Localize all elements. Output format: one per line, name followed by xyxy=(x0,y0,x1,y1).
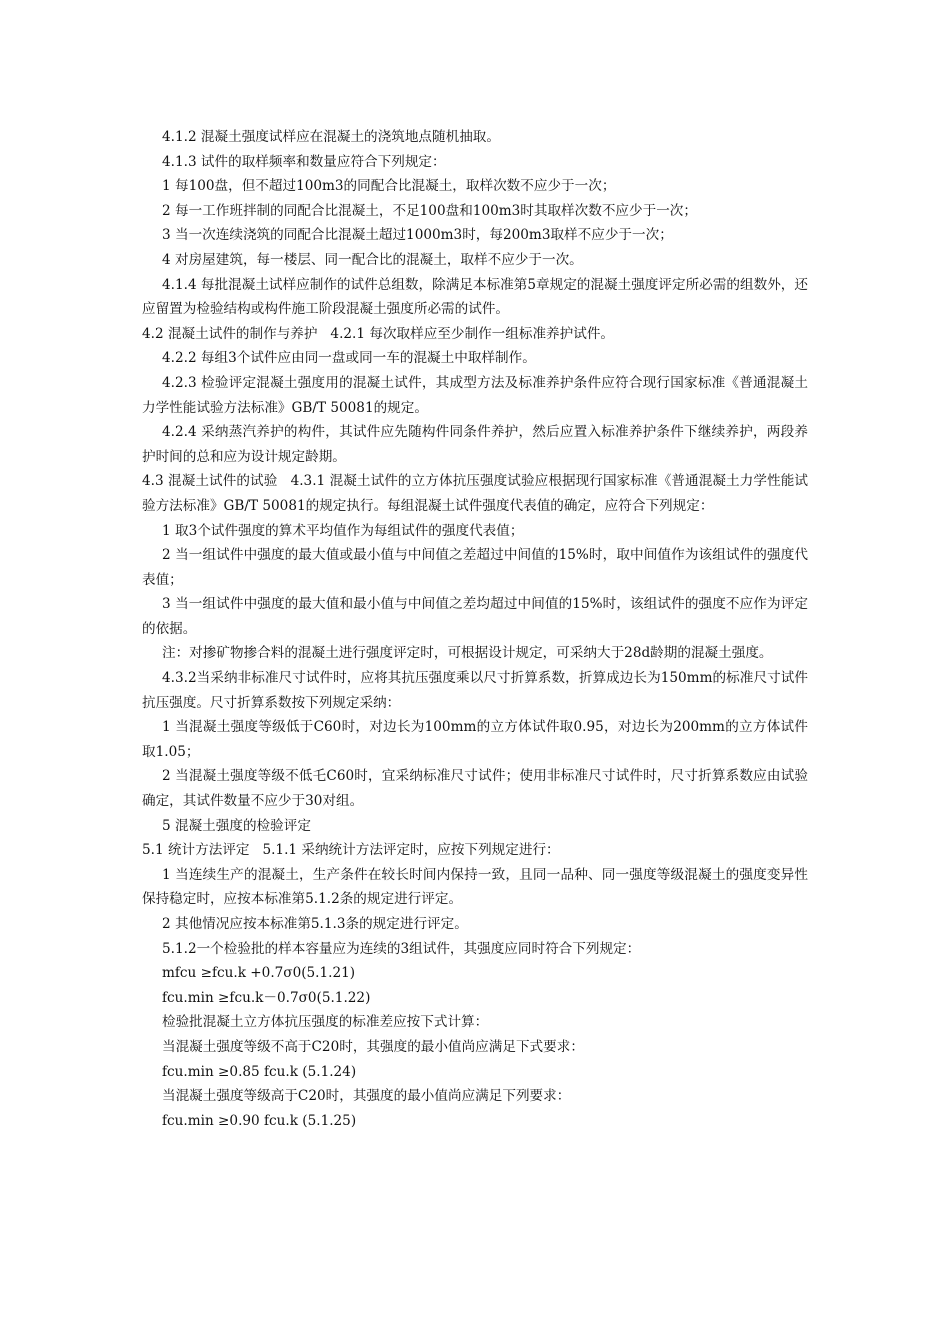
list-item: 1 每100盘，但不超过100m3的同配合比混凝土，取样次数不应少于一次； xyxy=(162,178,616,195)
list-item: 2 当混凝土强度等级不低乇C60时，宜采纳标准尺寸试件；使用非标准尺寸试件时，尺寸折算系数应由试验确定，其试件数量不应少于30对组。 xyxy=(142,768,808,810)
list-item: 1 当混凝土强度等级低于C60时，对边长为100mm的立方体试件取0.95，对边长为200mm的立方体试件取1.05； xyxy=(142,719,808,760)
paragraph: 4.2.4 采纳蒸汽养护的构件，其试件应先随构件同条件养护，然后应置入标准养护条件下继续养护，两段养护时间的总和应为设计规定龄期。 xyxy=(142,424,808,465)
paragraph: 当混凝土强度等级不高于C20时，其强度的最小值尚应满足下式要求： xyxy=(162,1038,584,1055)
paragraph: 4.1.4 每批混凝土试样应制作的试件总组数，除满足本标准第5章规定的混凝土强度评定所必需的组数外，还应留置为检验结构或构件施工阶段混凝土强度所必需的试件。 xyxy=(142,276,808,318)
list-item: 1 取3个试件强度的算术平均值作为每组试件的强度代表值； xyxy=(162,522,524,539)
list-item: 2 其他情况应按本标准第5.1.3条的规定进行评定。 xyxy=(162,916,468,932)
list-item: 1 当连续生产的混凝土，生产条件在较长时间内保持一致，且同一品种、同一强度等级混凝土的强度变异性保持稳定时，应按本标准第5.1.2条的规定进行评定。 xyxy=(142,866,808,908)
formula: fcu.min ≥fcu.k－0.7σ0(5.1.22) xyxy=(162,989,371,1006)
list-item: 4 对房屋建筑，每一楼层、同一配合比的混凝土，取样不应少于一次。 xyxy=(162,251,583,268)
note: 注：对掺矿物掺合料的混凝土进行强度评定时，可根据设计规定，可采纳大于28d龄期的混凝土强度。 xyxy=(162,645,773,662)
paragraph: 4.1.3 试件的取样频率和数量应符合下列规定： xyxy=(162,153,446,170)
list-item: 2 每一工作班拌制的同配合比混凝土，不足100盘和100m3时其取样次数不应少于一次； xyxy=(162,202,697,219)
formula: mfcu ≥fcu.k +0.7σ0(5.1.21) xyxy=(162,965,356,982)
paragraph: 4.2.3 检验评定混凝土强度用的混凝土试件，其成型方法及标准养护条件应符合现行国家标准《普通混凝土力学性能试验方法标准》GB/T 50081的规定。 xyxy=(142,374,808,416)
paragraph: 4.3.2当采纳非标准尺寸试件时，应将其抗压强度乘以尺寸折算系数，折算成边长为150mm的标准尺寸试件抗压强度。尺寸折算系数按下列规定采纳： xyxy=(142,670,808,711)
paragraph: 检验批混凝土立方体抗压强度的标准差应按下式计算： xyxy=(162,1014,489,1031)
paragraph: 4.1.2 混凝土强度试样应在混凝土的浇筑地点随机抽取。 xyxy=(162,129,500,145)
list-item: 3 当一组试件中强度的最大值和最小值与中间值之差均超过中间值的15%时，该组试件的强度不应作为评定的依据。 xyxy=(142,596,808,637)
document-body xyxy=(142,125,808,1133)
formula: fcu.min ≥0.90 fcu.k (5.1.25) xyxy=(162,1112,357,1129)
list-item: 2 当一组试件中强度的最大值或最小值与中间值之差超过中间值的15%时，取中间值作为该组试件的强度代表值； xyxy=(142,547,808,588)
list-item: 3 当一次连续浇筑的同配合比混凝土超过1000m3时，每200m3取样不应少于一次； xyxy=(162,227,673,244)
formula: fcu.min ≥0.85 fcu.k (5.1.24) xyxy=(162,1063,357,1080)
paragraph: 当混凝土强度等级高于C20时，其强度的最小值尚应满足下列要求： xyxy=(162,1088,571,1105)
chapter-heading: 5 混凝土强度的检验评定 xyxy=(162,817,311,834)
section-heading: 4.3 混凝土试件的试验 4.3.1 混凝土试件的立方体抗压强度试验应根据现行国家标准《普通混凝土力学性能试验方法标准》GB/T 50081的规定执行。每组混凝土试件强度代表值的确定，应符合下列规定： xyxy=(142,473,808,514)
section-heading: 5.1 统计方法评定 5.1.1 采纳统计方法评定时，应按下列规定进行： xyxy=(142,842,560,859)
paragraph: 4.2.2 每组3个试件应由同一盘或同一车的混凝土中取样制作。 xyxy=(162,350,536,367)
paragraph: 5.1.2一个检验批的样本容量应为连续的3组试件，其强度应同时符合下列规定： xyxy=(162,940,641,957)
section-heading: 4.2 混凝土试件的制作与养护 4.2.1 每次取样应至少制作一组标准养护试件。 xyxy=(142,325,615,342)
